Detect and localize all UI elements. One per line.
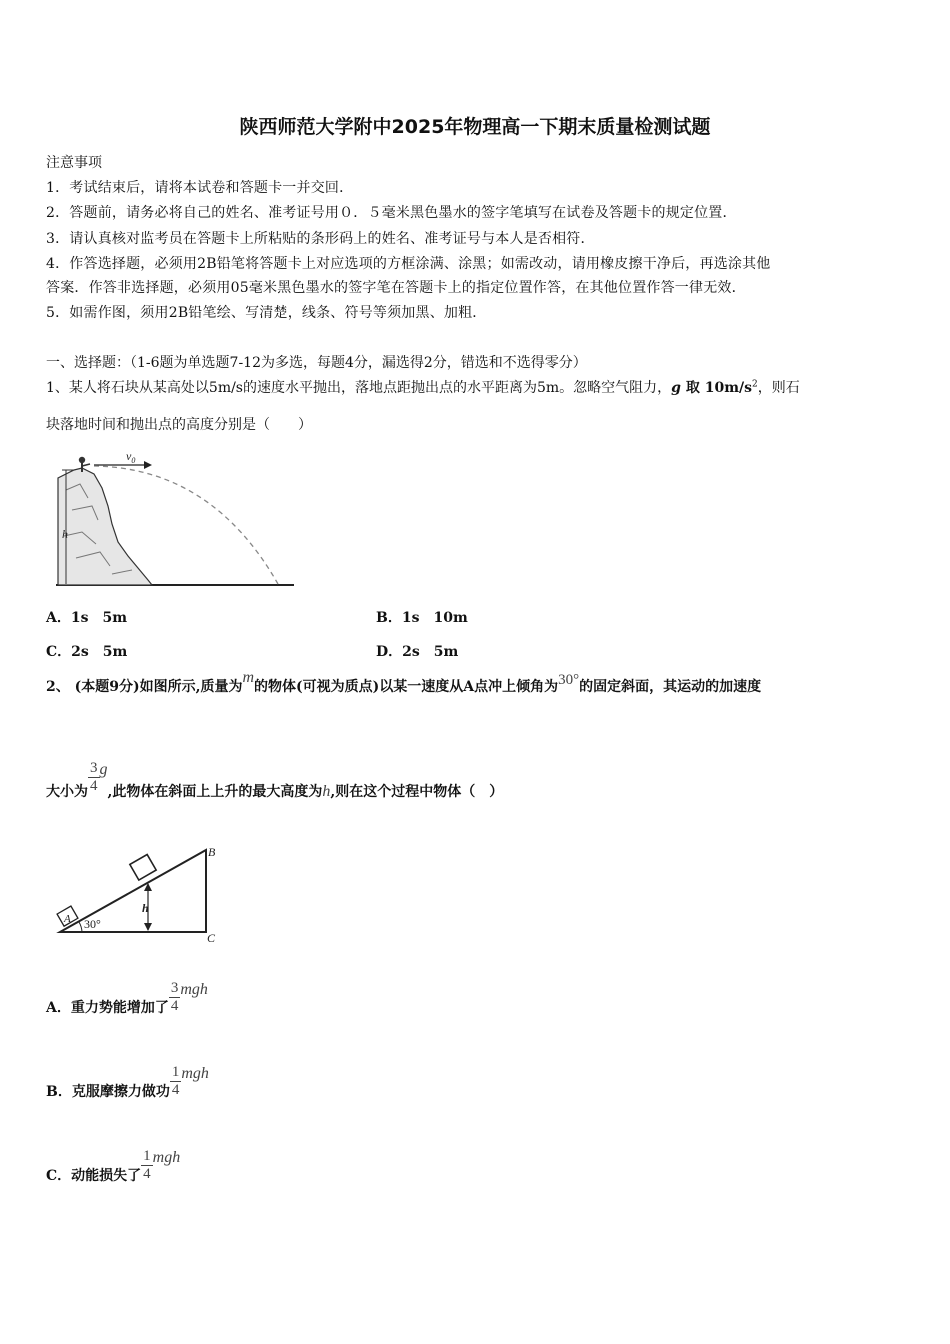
arrow-down-icon (144, 923, 152, 931)
notice-item: 4．作答选择题，必须用2B铅笔将答题卡上对应选项的方框涂满、涂黑；如需改动，请用橡皮擦干净后，再选涂其他 (46, 256, 771, 272)
q2-text-b: 的物体(可视为质点)以某一速度从A点冲上倾角为 (254, 679, 559, 695)
a-label: A (64, 913, 71, 925)
q2-text-a: 2、 (本题9分)如图所示,质量为 (46, 679, 243, 695)
option-label: C．动能损失了 (46, 1167, 142, 1184)
question-2-stem-line1 (46, 669, 762, 696)
q2-text-f: ,则在这个过程中物体（ ） (330, 783, 504, 800)
question-2-stem-line2 (46, 760, 504, 800)
page-title: 陕西师范大学附中2025年物理高一下期末质量检测试题 (239, 116, 711, 138)
option-fraction (170, 1064, 182, 1099)
q2-m: m (242, 669, 255, 686)
v0-symbol: v (126, 449, 132, 463)
arrow-head-icon (144, 461, 152, 469)
q2-angle: 30° (558, 672, 580, 688)
option-fraction (169, 980, 181, 1015)
notice-item: 1．考试结束后，请将本试卷和答题卡一并交回． (46, 180, 354, 196)
q2-h: h (322, 782, 331, 800)
q1-option-a[interactable]: A．1s 5m (46, 610, 128, 626)
notice-item: 答案．作答非选择题，必须用05毫米黑色墨水的签字笔在答题卡上的指定位置作答，在其他位置作答一律无效． (46, 280, 746, 296)
question-1-stem-line2: 块落地时间和抛出点的高度分别是（ ） (46, 417, 312, 433)
q2-option-a[interactable] (46, 980, 208, 1015)
q1-text-c: ，则石 (757, 380, 800, 396)
option-fraction (141, 1148, 153, 1183)
cliff-shape (58, 468, 152, 585)
q2-g: g (99, 760, 108, 778)
frac-den: 4 (171, 1082, 180, 1098)
notice-item: 2．答题前，请务必将自己的姓名、准考证号用０．５毫米黑色墨水的签字笔填写在试卷及答题卡的规定位置． (46, 205, 737, 221)
frac-num: 1 (171, 1064, 180, 1080)
q2-text-c: 的固定斜面，其运动的加速度 (579, 679, 762, 695)
frac-den: 4 (170, 998, 179, 1014)
q1-option-b[interactable]: B．1s 10m (376, 610, 468, 626)
option-expr: mgh (181, 1064, 209, 1082)
option-label: B．克服摩擦力做功 (46, 1083, 170, 1100)
notice-item: 3．请认真核对监考员在答题卡上所粘贴的条形码上的姓名、准考证号与本人是否相符． (46, 231, 595, 247)
h-label: h (142, 901, 149, 915)
q2-text-d: 大小为 (46, 783, 88, 800)
frac-num: 3 (170, 980, 179, 996)
incline-figure (44, 838, 234, 948)
cliff-projectile-figure (52, 448, 297, 590)
q2-option-c[interactable] (46, 1148, 180, 1183)
frac-den: 4 (143, 1166, 151, 1182)
frac-num: 3 (90, 760, 98, 776)
h-label: h (62, 527, 68, 541)
question-1-stem-line1 (46, 377, 800, 397)
q1-sup: 2 (752, 379, 758, 390)
person-head (79, 457, 85, 463)
option-expr: mgh (180, 980, 208, 998)
option-expr: mgh (152, 1148, 181, 1166)
v0-label (126, 449, 135, 465)
angle-arc (79, 922, 82, 932)
c-label: C (207, 931, 216, 945)
frac-num: 1 (143, 1148, 151, 1164)
q2-accel-fraction (88, 760, 100, 795)
q1-text-b: 取 10m/s (680, 380, 753, 396)
option-label: A．重力势能增加了 (46, 999, 169, 1016)
q2-option-b[interactable] (46, 1064, 209, 1099)
q2-text-e: ,此物体在斜面上上升的最大高度为 (107, 783, 323, 800)
person-arm (82, 464, 90, 466)
b-label: B (208, 845, 216, 859)
v0-subscript: 0 (131, 456, 136, 465)
q1-option-c[interactable]: C．2s 5m (46, 644, 128, 660)
angle-label: 30° (84, 917, 101, 931)
notice-heading: 注意事项 (46, 155, 102, 171)
section-heading: 一、选择题：（1-6题为单选题7-12为多选，每题4分，漏选得2分，错选和不选得零分） (46, 355, 587, 371)
block-on-slope (130, 854, 156, 880)
q1-g: g (671, 380, 681, 396)
frac-den: 4 (90, 778, 98, 794)
q1-text-a: 1、某人将石块从某高处以5m/s的速度水平抛出，落地点距抛出点的水平距离为5m。忽略空气阻力， (46, 380, 672, 396)
notice-item: 5．如需作图，须用2B铅笔绘、写清楚，线条、符号等须加黑、加粗． (46, 305, 487, 321)
q1-option-d[interactable]: D．2s 5m (376, 644, 459, 660)
